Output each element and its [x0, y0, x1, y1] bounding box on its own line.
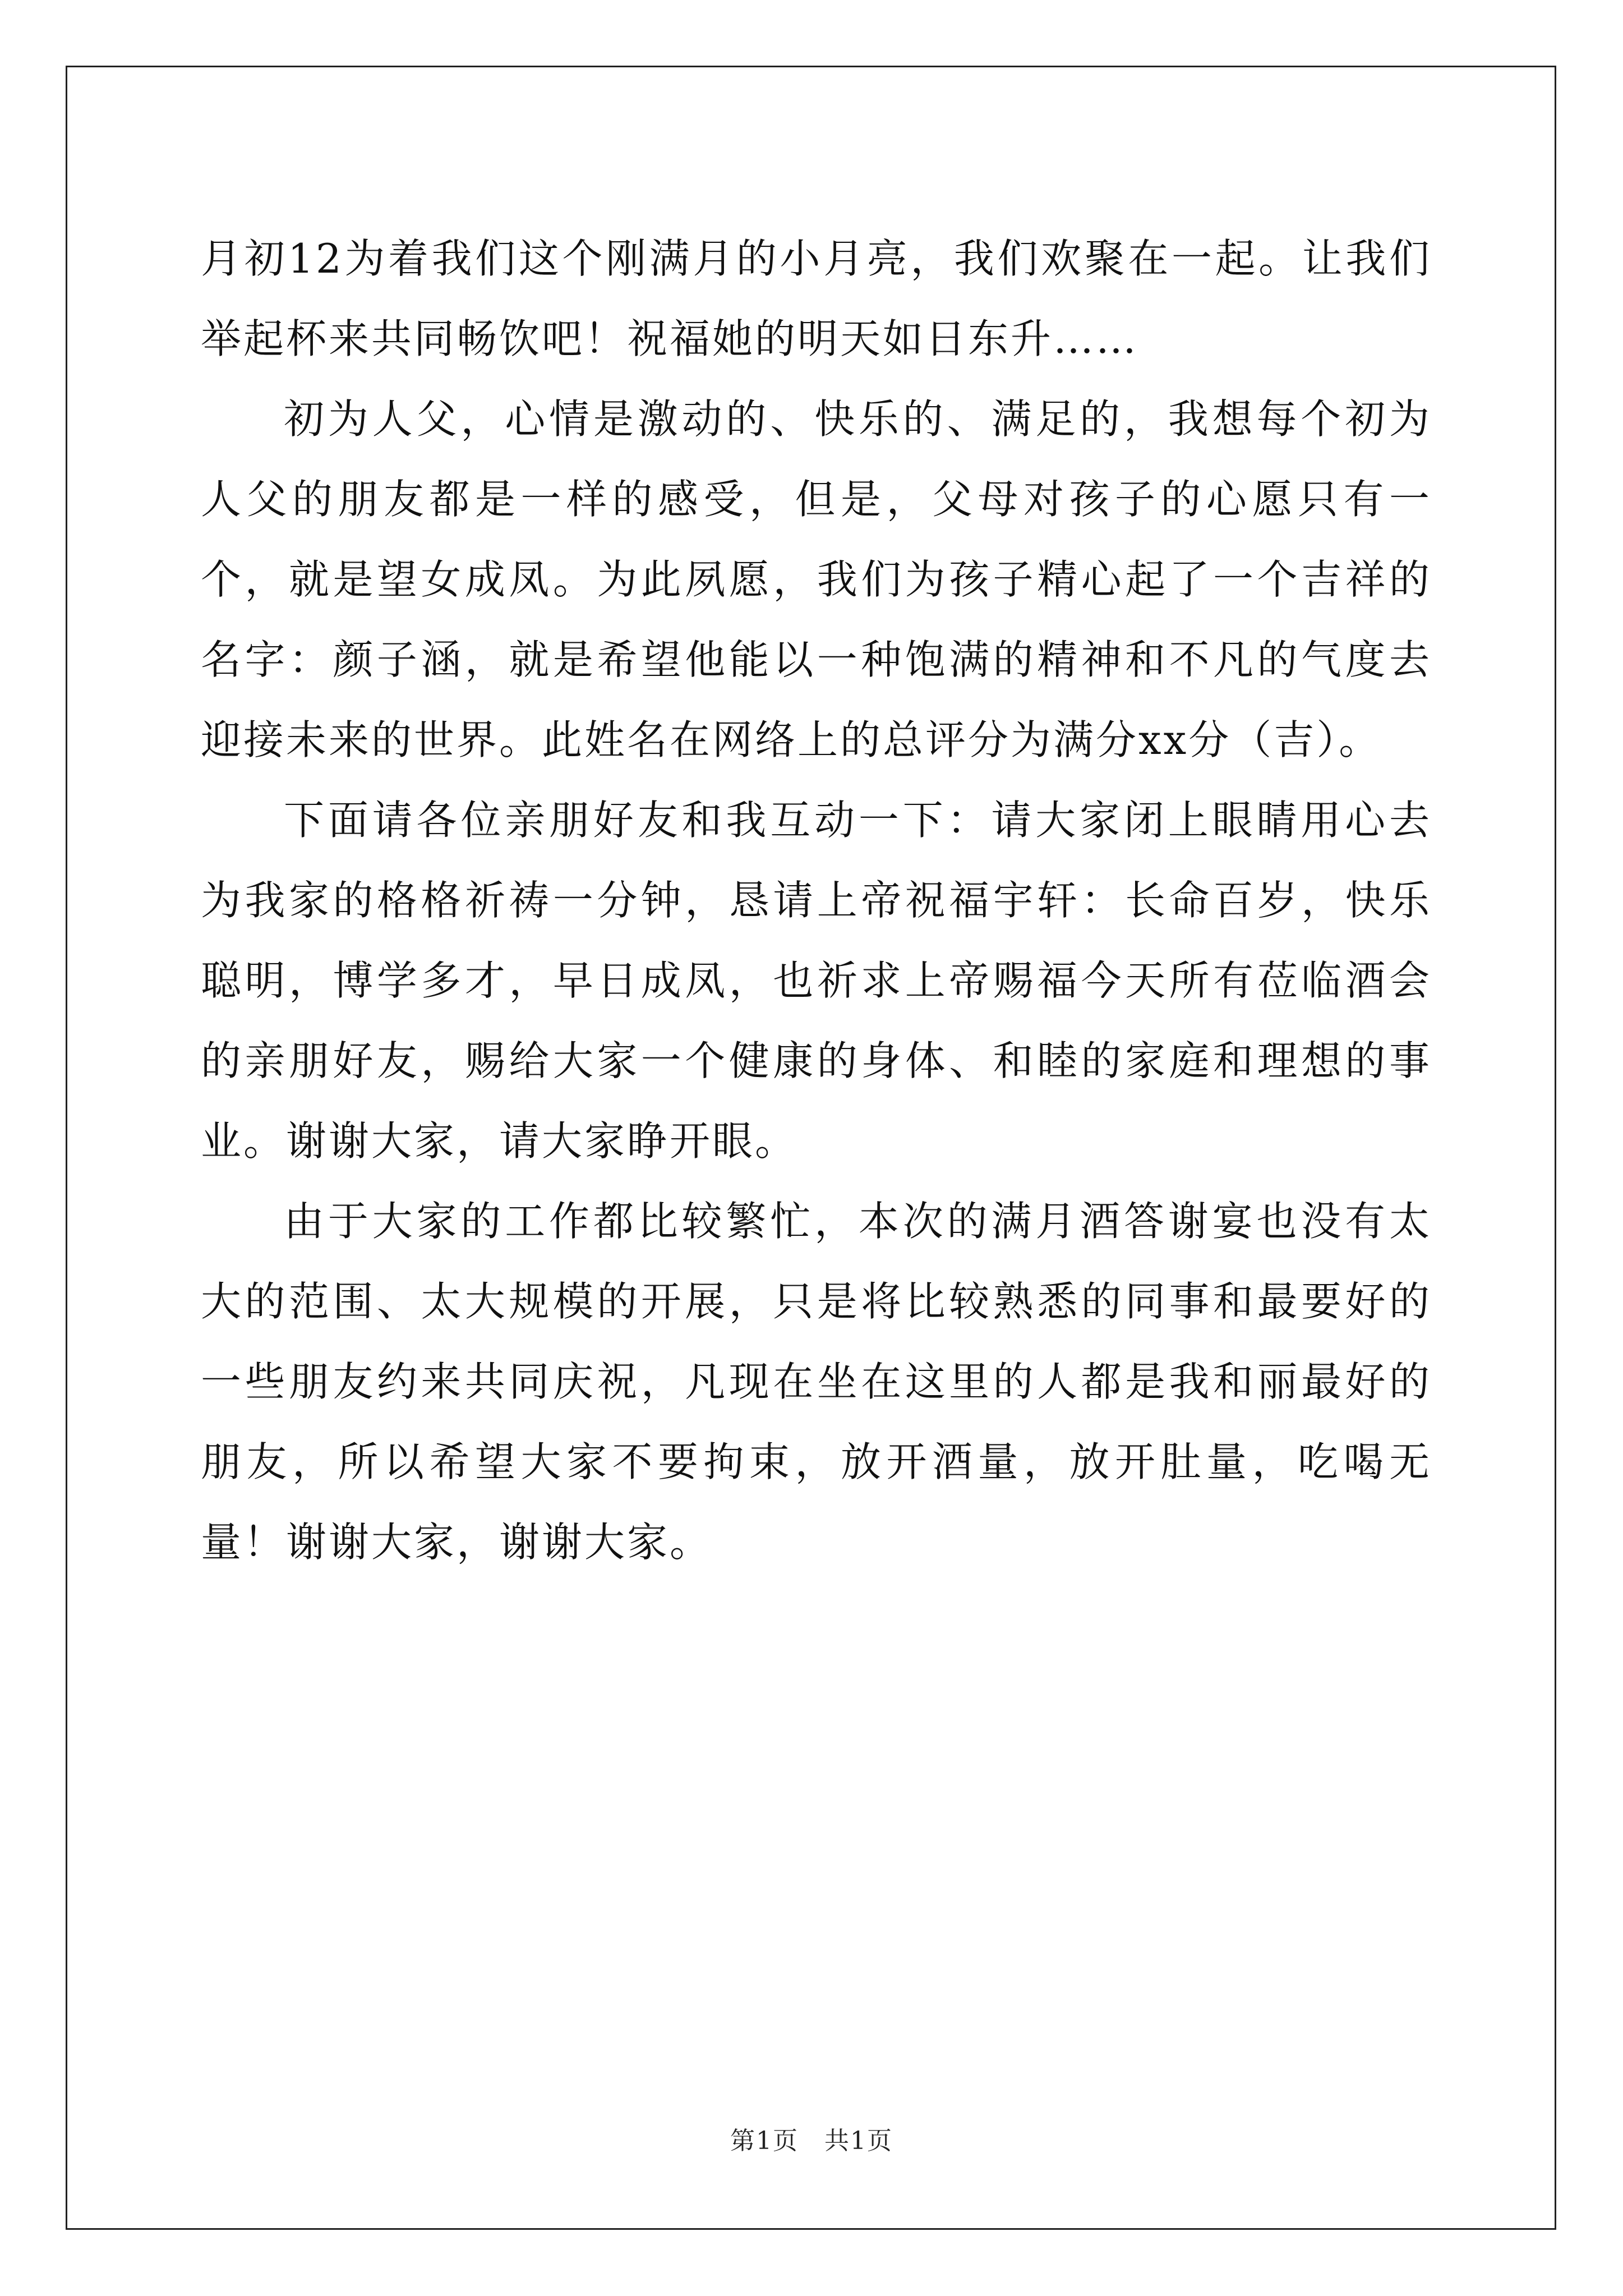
- page-number-footer: 第1页 共1页: [730, 2127, 893, 2155]
- paragraph-1: 月初12为着我们这个刚满月的小月亮，我们欢聚在一起。让我们举起杯来共同畅饮吧！祝福她的明天如日东升……: [201, 235, 1432, 362]
- document-body: [201, 219, 1432, 1582]
- paragraph-4: 由于大家的工作都比较繁忙，本次的满月酒答谢宴也没有太大的范围、太大规模的开展，只是将比较熟悉的同事和最要好的一些朋友约来共同庆祝，凡现在坐在这里的人都是我和丽最好的朋友，所以希望大家不要拘束，放开酒量，放开肚量，吃喝无量！谢谢大家，谢谢大家。: [201, 1198, 1432, 1566]
- paragraph-2: 初为人父，心情是激动的、快乐的、满足的，我想每个初为人父的朋友都是一样的感受，但是，父母对孩子的心愿只有一个，就是望女成凤。为此夙愿，我们为孩子精心起了一个吉祥的名字：颜子涵，就是希望他能以一种饱满的精神和不凡的气度去迎接未来的世界。此姓名在网络上的总评分为满分xx分（吉）。: [201, 395, 1432, 763]
- paragraph-3: 下面请各位亲朋好友和我互动一下：请大家闭上眼睛用心去为我家的格格祈祷一分钟，恳请上帝祝福宇轩：长命百岁，快乐聪明，博学多才，早日成凤，也祈求上帝赐福今天所有莅临酒会的亲朋好友，赐给大家一个健康的身体、和睦的家庭和理想的事业。谢谢大家，请大家睁开眼。: [201, 797, 1432, 1165]
